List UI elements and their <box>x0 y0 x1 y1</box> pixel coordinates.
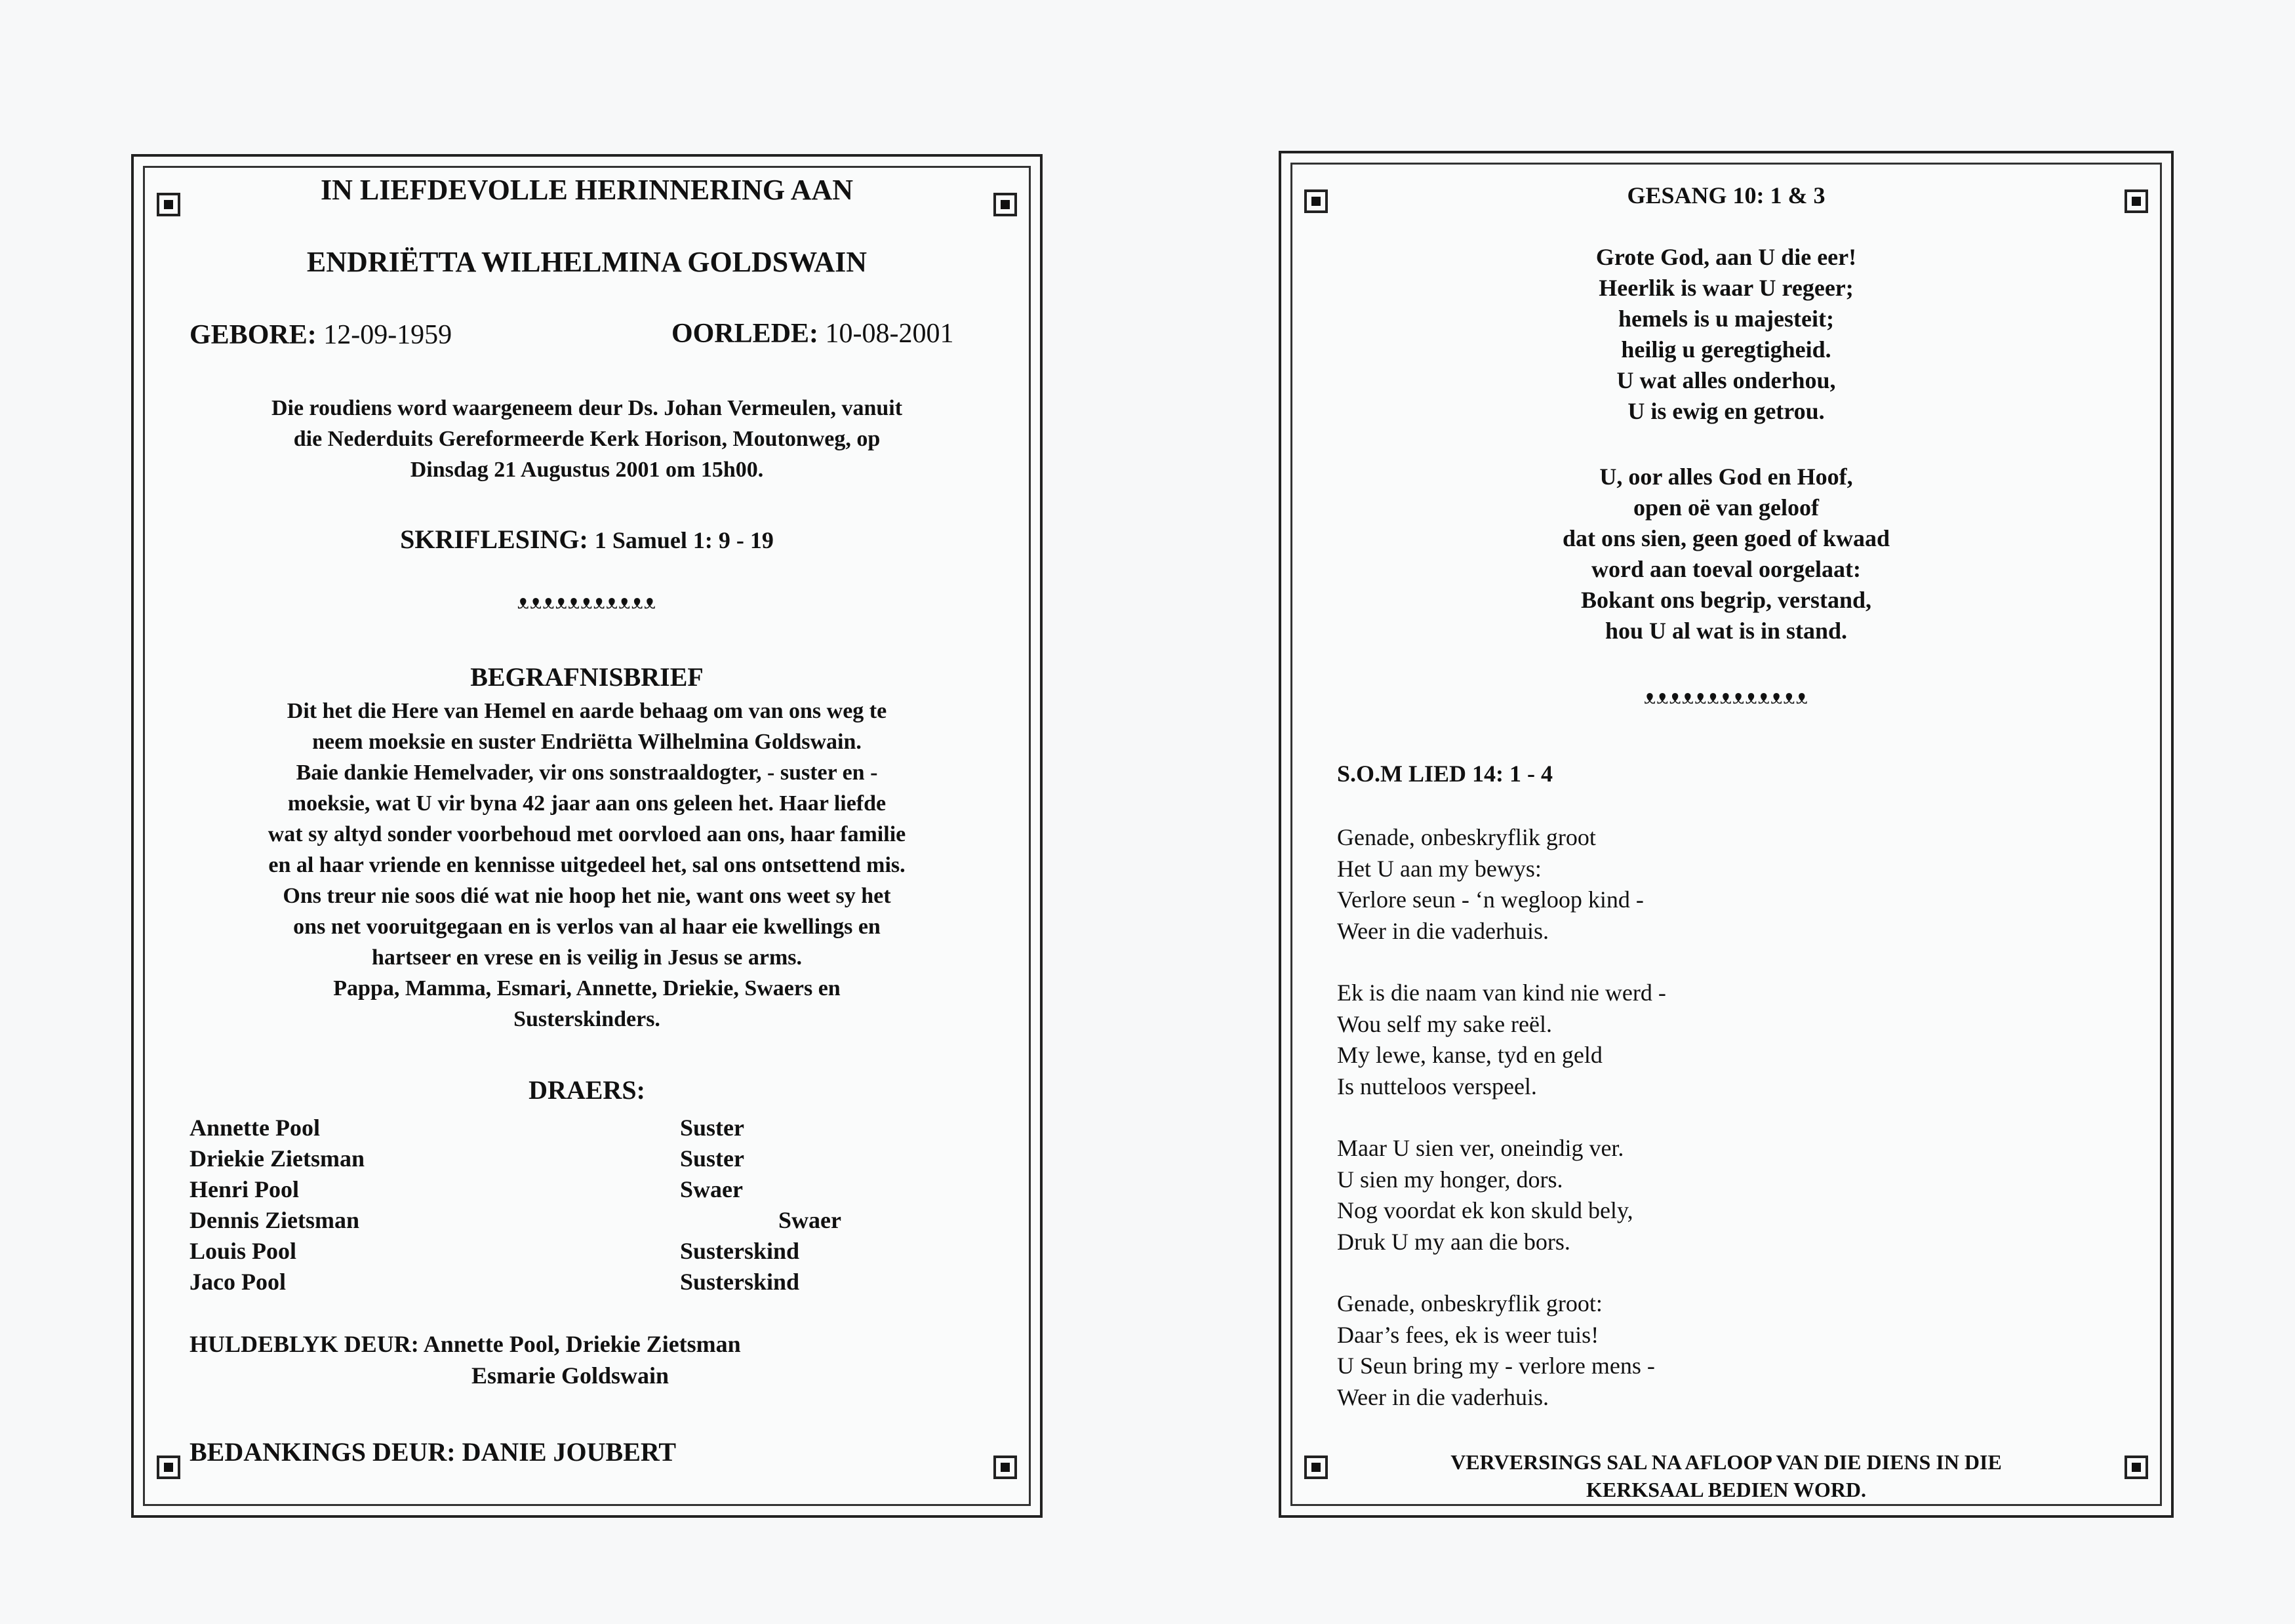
bearer-row <box>190 1145 976 1176</box>
hymn-line: hou U al wat is in stand. <box>1605 618 1848 644</box>
song-line: Maar U sien ver, oneindig ver. <box>1337 1135 1624 1161</box>
bearer-row <box>190 1206 976 1238</box>
song-line: Genade, onbeskryflik groot: <box>1337 1290 1603 1317</box>
song-line: U sien my honger, dors. <box>1337 1166 1563 1193</box>
hymn-line: U is ewig en getrou. <box>1627 398 1825 424</box>
born-label: GEBORE: <box>190 320 317 350</box>
letter-line: hartseer en vrese en is veilig in Jesus se arms. <box>372 945 802 970</box>
song-verse-4 <box>1337 1288 1655 1413</box>
song-line: Nog voordat ek kon skuld bely, <box>1337 1197 1633 1223</box>
song-line: Druk U my aan die bors. <box>1337 1228 1570 1255</box>
hymn-line: Grote God, aan U die eer! <box>1595 244 1857 270</box>
thanks-by: BEDANKINGS DEUR: DANIE JOUBERT <box>190 1437 677 1467</box>
born-value: 12-09-1959 <box>323 320 452 350</box>
song-line: Genade, onbeskryflik groot <box>1337 824 1596 850</box>
notice-line: KERKSAAL BEDIEN WORD. <box>1586 1478 1867 1501</box>
hymn-line: open oë van geloof <box>1633 494 1819 521</box>
hymn-line: U wat alles onderhou, <box>1616 367 1836 393</box>
song-line: Weer in die vaderhuis. <box>1337 1383 1549 1410</box>
letter-line: ons net vooruitgegaan en is verlos van al haar eie kwellings en <box>293 915 881 939</box>
left-page <box>131 154 1043 1518</box>
letter-line: Dit het die Here van Hemel en aarde behaag om van ons weg te <box>287 699 887 723</box>
funeral-letter <box>147 696 1027 1035</box>
hymn-title: GESANG 10: 1 & 3 <box>1627 182 1826 208</box>
letter-title: BEGRAFNISBRIEF <box>470 662 704 692</box>
divider-ornament: ᴥᴥᴥᴥᴥᴥᴥᴥᴥᴥᴥᴥᴥ <box>1643 684 1809 709</box>
deceased-name: ENDRIËTTA WILHELMINA GOLDSWAIN <box>306 246 868 278</box>
died-label: OORLEDE: <box>671 319 819 349</box>
song-line: Het U aan my bewys: <box>1337 855 1542 882</box>
bearer-name: Louis Pool <box>190 1238 297 1264</box>
hymn-line: heilig u geregtigheid. <box>1621 336 1831 363</box>
born-date <box>190 319 452 351</box>
died-value: 10-08-2001 <box>825 319 954 349</box>
letter-line: moeksie, wat U vir byna 42 jaar aan ons geleen het. Haar liefde <box>287 791 887 816</box>
bearer-name: Jaco Pool <box>190 1269 286 1295</box>
died-date <box>671 318 954 349</box>
tribute-label: HULDEBLYK DEUR: <box>190 1331 419 1357</box>
service-line: die Nederduits Gereformeerde Kerk Horison, Moutonweg, op <box>293 427 881 451</box>
song-line: Is nutteloos verspeel. <box>1337 1073 1537 1099</box>
bearer-row <box>190 1268 976 1299</box>
hymn-line: dat ons sien, geen goed of kwaad <box>1562 525 1890 551</box>
bearer-row <box>190 1176 976 1207</box>
song-verse-1 <box>1337 822 1644 947</box>
service-line: Dinsdag 21 Augustus 2001 om 15h00. <box>410 458 764 482</box>
tribute-names-continued: Esmarie Goldswain <box>471 1362 669 1389</box>
letter-line: Susterskinders. <box>513 1007 660 1031</box>
letter-line: en al haar vriende en kennisse uitgedeel het, sal ons ontsettend mis. <box>268 853 906 877</box>
song-line: Daar’s fees, ek is weer tuis! <box>1337 1321 1599 1348</box>
bearer-name: Henri Pool <box>190 1176 299 1202</box>
song-title: S.O.M LIED 14: 1 - 4 <box>1337 761 1553 787</box>
bearer-row <box>190 1114 976 1145</box>
bearer-name: Dennis Zietsman <box>190 1207 360 1233</box>
hymn-line: word aan toeval oorgelaat: <box>1591 556 1861 582</box>
song-line: My lewe, kanse, tyd en geld <box>1337 1042 1603 1068</box>
letter-line: Pappa, Mamma, Esmari, Annette, Driekie, Swaers en <box>333 976 841 1000</box>
song-line: Verlore seun - ‘n wegloop kind - <box>1337 886 1644 913</box>
bearer-relation: Suster <box>680 1145 744 1172</box>
service-details <box>147 393 1027 485</box>
service-line: Die roudiens word waargeneem deur Ds. Johan Vermeulen, vanuit <box>271 396 903 420</box>
song-line: Wou self my sake reël. <box>1337 1010 1552 1037</box>
hymn-verse-3 <box>1281 462 2171 646</box>
scripture-reading <box>134 524 1040 555</box>
hymn-line: hemels is u majesteit; <box>1618 306 1834 332</box>
bearer-relation: Swaer <box>778 1207 841 1233</box>
letter-line: Baie dankie Hemelvader, vir ons sonstraaldogter, - suster en - <box>296 761 878 785</box>
letter-line: wat sy altyd sonder voorbehoud met oorvloed aan ons, haar familie <box>268 822 906 846</box>
song-line: U Seun bring my - verlore mens - <box>1337 1353 1655 1379</box>
reading-label: SKRIFLESING: <box>400 525 588 554</box>
right-page <box>1279 151 2174 1518</box>
bearer-relation: Susterskind <box>680 1238 800 1264</box>
tribute-names: Annette Pool, Driekie Zietsman <box>423 1331 741 1357</box>
refreshments-notice <box>1281 1448 2171 1503</box>
bearer-relation: Swaer <box>680 1176 743 1202</box>
bearer-relation: Suster <box>680 1115 744 1141</box>
memorial-heading: IN LIEFDEVOLLE HERINNERING AAN <box>320 174 854 206</box>
bearers-title: DRAERS: <box>529 1075 645 1105</box>
letter-line: Ons treur nie soos dié wat nie hoop het nie, want ons weet sy het <box>283 884 891 908</box>
bearer-relation: Susterskind <box>680 1269 800 1295</box>
tribute-by <box>190 1330 741 1358</box>
bearer-row <box>190 1237 976 1269</box>
hymn-verse-1 <box>1281 242 2171 427</box>
corner-ornament <box>157 1456 180 1479</box>
song-verse-3 <box>1337 1133 1633 1258</box>
bearer-name: Driekie Zietsman <box>190 1145 365 1172</box>
reading-value: 1 Samuel 1: 9 - 19 <box>594 527 774 553</box>
corner-ornament <box>993 1456 1017 1479</box>
divider-ornament: ᴥᴥᴥᴥᴥᴥᴥᴥᴥᴥᴥ <box>517 589 657 614</box>
notice-line: VERVERSINGS SAL NA AFLOOP VAN DIE DIENS IN DIE <box>1450 1450 2002 1474</box>
hymn-line: U, oor alles God en Hoof, <box>1599 464 1853 490</box>
song-verse-2 <box>1337 978 1666 1102</box>
hymn-line: Bokant ons begrip, verstand, <box>1580 587 1872 613</box>
letter-line: neem moeksie en suster Endriëtta Wilhelmina Goldswain. <box>312 730 862 754</box>
bearer-name: Annette Pool <box>190 1115 320 1141</box>
hymn-line: Heerlik is waar U regeer; <box>1599 275 1854 301</box>
song-line: Weer in die vaderhuis. <box>1337 917 1549 944</box>
song-line: Ek is die naam van kind nie werd - <box>1337 980 1666 1006</box>
